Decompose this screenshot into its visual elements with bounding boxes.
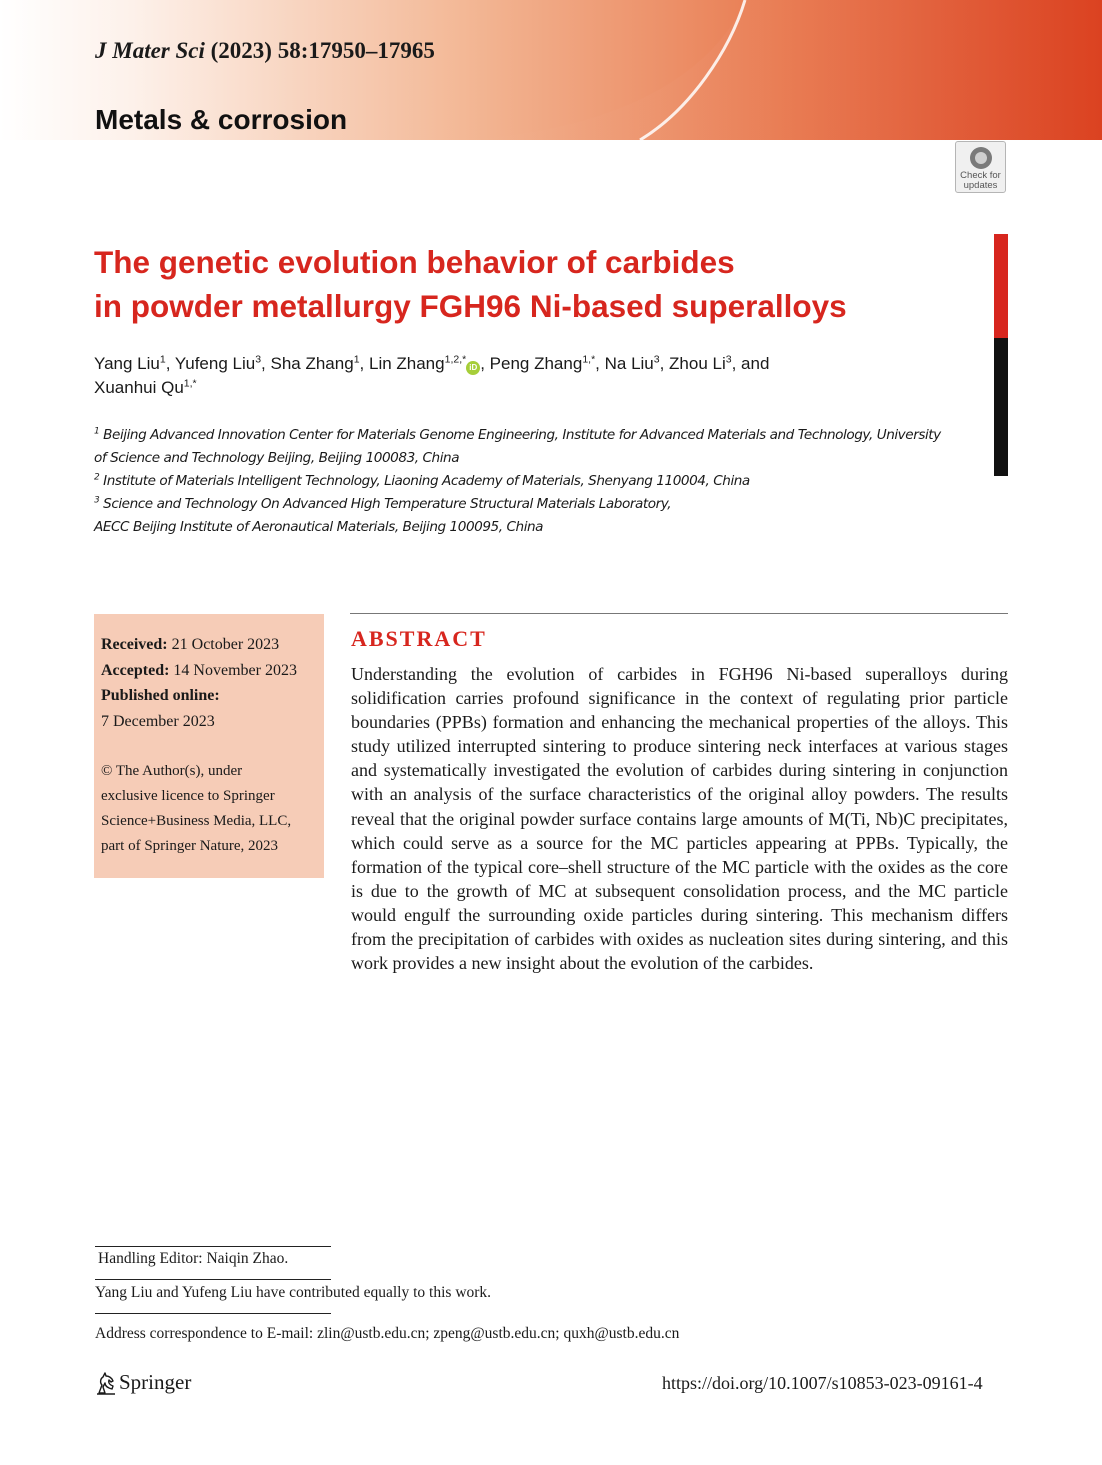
footnote-divider <box>95 1313 331 1314</box>
author-list: Yang Liu$^1$, Yufeng Liu$^3$, Sha Zhang$^1$, Lin Zhang$^{1,2,*}$iD , Peng Zhang$^{1,*}$, Na Liu$^3$, Zhou Li$^3$, and Xuanhui $Qu^{1,*}$ <box>94 353 770 397</box>
author-name[interactable]: Yang Liu <box>94 354 160 373</box>
affiliation-item-cont: of Science and Technology Beijing, Beijing 100083, China <box>94 450 460 466</box>
check-updates-icon <box>970 147 992 169</box>
orcid-icon[interactable]: iD <box>466 361 480 375</box>
accepted-date: Accepted: 14 November 2023 <box>101 661 297 679</box>
section-label: Metals & corrosion <box>95 104 348 135</box>
affiliation-item: $^3$ Science and Technology On Advanced High Temperature Structural Materials Laboratory, <box>94 495 672 512</box>
affiliation-item-cont: AECC Beijing Institute of Aeronautical Materials, Beijing 100095, China <box>94 519 544 535</box>
abstract-divider <box>350 613 1008 614</box>
check-for-updates-badge[interactable] <box>955 141 1006 193</box>
affiliation-list <box>94 424 984 539</box>
author-name[interactable]: Sha Zhang <box>270 354 354 373</box>
received-date: Received: 21 October 2023 <box>101 636 280 653</box>
abstract-body: Understanding the evolution of carbides in FGH96 Ni-based superalloys during solidification carries profound significance in the context of regulating prior particle boundaries (PPBs) formation and enhancing the mechanical properties of the alloys. This study utilized interrupted sintering to produce sintering neck interfaces at various stages and systematically investigated the evolution of carbides during sintering in conjunction with an analysis of the surface characteristics of the original alloy powders. The results reveal that the original powder surface contains large amounts of M(Ti, Nb)C precipitates, which could serve as a source for the MC particles appearing at PPBs. Typically, the formation of the typical core–shell structure of the MC particle with the oxides as the core is due to the growth of MC at subsequent consolidation process, and the MC particle would engulf the surrounding oxide particles during sintering. This mechanism differs from the precipitation of carbides with oxides as nucleation sites during sintering, and this work provides a new insight about the evolution of the carbides. <box>351 664 1008 974</box>
title-line-2: in powder metallurgy FGH96 Ni-based superalloys <box>94 288 847 324</box>
affiliation-item: $^1$ Beijing Advanced Innovation Center for Materials Genome Engineering, Institute for Advanced Materials and Technology, University <box>94 426 941 443</box>
published-date: 7 December 2023 <box>101 712 215 730</box>
footnote-divider <box>95 1279 331 1280</box>
author-name[interactable]: Zhou Li <box>669 354 726 373</box>
side-accent-bar-red <box>994 234 1008 338</box>
springer-logo[interactable] <box>95 1370 191 1396</box>
author-name[interactable]: Lin Zhang <box>368 354 445 373</box>
affiliation-item: $^2$ Institute of Materials Intelligent Technology, Liaoning Academy of Materials, Shenyang 110004, China <box>94 472 750 489</box>
correspondence-email[interactable]: Address correspondence to E-mail: zlin@ustb.edu.cn; zpeng@ustb.edu.cn; quxh@ustb.edu.cn <box>95 1325 680 1342</box>
citation-volume: (2023) 58:17950–17965 <box>204 38 435 63</box>
side-accent-bar-black <box>994 338 1008 476</box>
author-name[interactable]: Na Liu <box>604 354 654 373</box>
title-line-1: The genetic evolution behavior of carbides <box>94 244 735 280</box>
published-label: Published online: <box>101 687 220 704</box>
abstract-heading: ABSTRACT <box>351 626 487 651</box>
author-name[interactable]: Yufeng Liu <box>174 354 256 373</box>
check-updates-text: Check for updates <box>960 170 1001 191</box>
equal-contribution-note: Yang Liu and Yufeng Liu have contributed equally to this work. <box>95 1284 492 1301</box>
journal-citation <box>95 38 435 64</box>
author-name[interactable]: Xuanhui Qu <box>94 378 184 397</box>
handling-editor-note: Handling Editor: Naiqin Zhao. <box>98 1250 289 1267</box>
copyright-notice: © The Author(s), under exclusive licence to Springer Science+Business Media, LLC, part of Springer Nature, 2023 <box>101 763 292 854</box>
footnote-divider <box>95 1246 331 1247</box>
article-history-box <box>94 614 324 878</box>
springer-wordmark: Springer <box>119 1370 192 1394</box>
springer-horse-icon <box>95 1371 117 1395</box>
article-title <box>94 240 954 328</box>
journal-name: J Mater Sci <box>95 38 205 63</box>
author-name[interactable]: Peng Zhang <box>489 354 583 373</box>
doi-link[interactable]: https://doi.org/10.1007/s10853-023-09161-4 <box>662 1373 983 1393</box>
